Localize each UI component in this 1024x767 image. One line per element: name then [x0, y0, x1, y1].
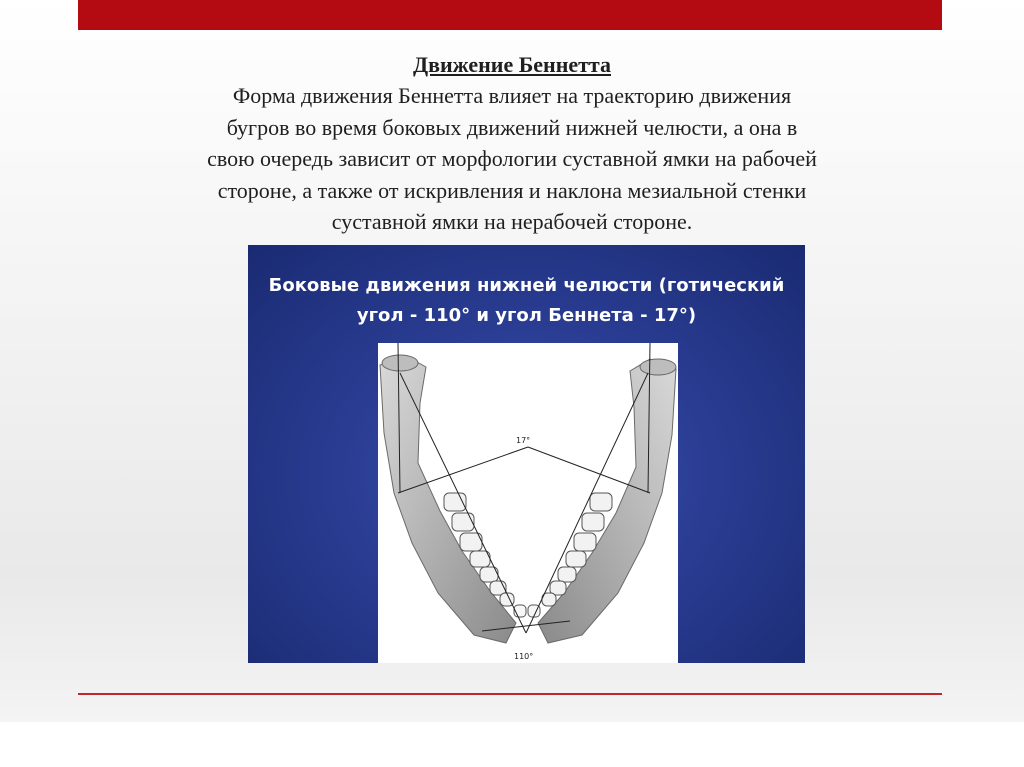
body-line: суставной ямки на нерабочей стороне. [331, 209, 693, 234]
footer-strip [0, 722, 1024, 767]
jaw-figure [248, 245, 805, 663]
figure-caption [248, 271, 805, 331]
slide-body [130, 80, 894, 238]
top-accent-bar [78, 0, 942, 30]
bottom-divider [78, 693, 942, 695]
bennett-angle-label: 17° [516, 436, 531, 445]
caption-line: угол - 110° и угол Беннета - 17°) [356, 305, 697, 326]
right-condyle [640, 359, 676, 375]
left-condyle [382, 355, 418, 371]
body-line: свою очередь зависит от морфологии суставной ямки на рабочей [207, 146, 817, 171]
body-line: Форма движения Беннетта влияет на траекторию движения [232, 83, 792, 108]
body-line: бугров во время боковых движений нижней челюсти, а она в [226, 114, 798, 140]
mandible-illustration [378, 343, 678, 663]
jaw-illustration-panel [378, 343, 678, 663]
slide-text-block [130, 50, 894, 238]
body-line: стороне, а также от искривления и наклона мезиальной стенки [217, 177, 807, 203]
gothic-angle-label: 110° [514, 652, 534, 661]
slide-title: Движение Беннетта [412, 52, 612, 77]
caption-line: Боковые движения нижней челюсти (готический [268, 275, 785, 296]
